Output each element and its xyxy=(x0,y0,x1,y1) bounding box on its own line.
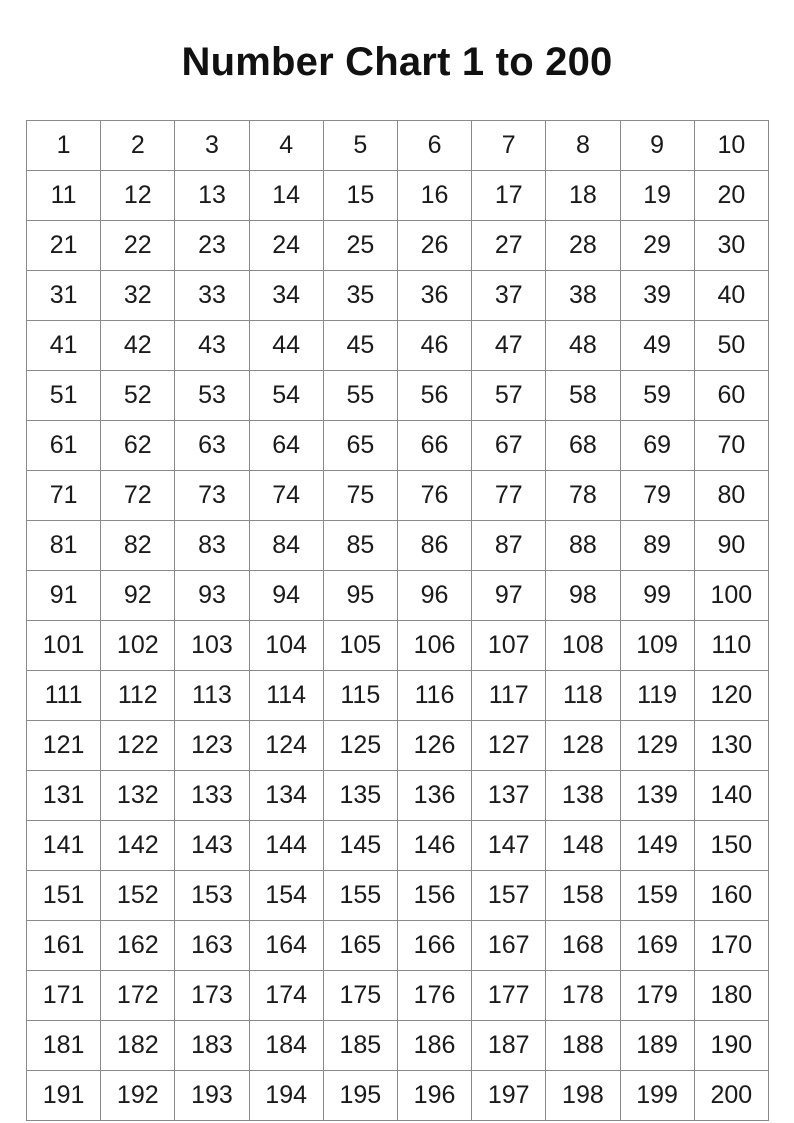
table-row xyxy=(27,221,769,271)
number-cell: 122 xyxy=(101,721,175,771)
table-row xyxy=(27,971,769,1021)
number-cell: 162 xyxy=(101,921,175,971)
number-cell: 173 xyxy=(175,971,249,1021)
number-cell: 133 xyxy=(175,771,249,821)
number-cell: 74 xyxy=(249,471,323,521)
number-cell: 161 xyxy=(27,921,101,971)
number-cell: 128 xyxy=(546,721,620,771)
number-cell: 50 xyxy=(694,321,768,371)
number-cell: 123 xyxy=(175,721,249,771)
number-cell: 185 xyxy=(323,1021,397,1071)
number-cell: 101 xyxy=(27,621,101,671)
number-cell: 69 xyxy=(620,421,694,471)
table-row xyxy=(27,1021,769,1071)
number-cell: 141 xyxy=(27,821,101,871)
number-cell: 113 xyxy=(175,671,249,721)
number-cell: 62 xyxy=(101,421,175,471)
number-cell: 146 xyxy=(397,821,471,871)
number-cell: 147 xyxy=(472,821,546,871)
number-cell: 35 xyxy=(323,271,397,321)
number-cell: 98 xyxy=(546,571,620,621)
table-row xyxy=(27,171,769,221)
number-cell: 174 xyxy=(249,971,323,1021)
number-cell: 124 xyxy=(249,721,323,771)
number-cell: 3 xyxy=(175,121,249,171)
number-cell: 172 xyxy=(101,971,175,1021)
number-cell: 55 xyxy=(323,371,397,421)
table-row xyxy=(27,1071,769,1121)
number-cell: 158 xyxy=(546,871,620,921)
number-cell: 15 xyxy=(323,171,397,221)
number-cell: 37 xyxy=(472,271,546,321)
number-cell: 4 xyxy=(249,121,323,171)
number-cell: 159 xyxy=(620,871,694,921)
number-cell: 38 xyxy=(546,271,620,321)
number-cell: 6 xyxy=(397,121,471,171)
number-cell: 93 xyxy=(175,571,249,621)
number-cell: 96 xyxy=(397,571,471,621)
number-cell: 112 xyxy=(101,671,175,721)
number-cell: 2 xyxy=(101,121,175,171)
number-cell: 41 xyxy=(27,321,101,371)
number-cell: 135 xyxy=(323,771,397,821)
number-cell: 136 xyxy=(397,771,471,821)
number-cell: 16 xyxy=(397,171,471,221)
number-cell: 68 xyxy=(546,421,620,471)
number-cell: 106 xyxy=(397,621,471,671)
number-cell: 148 xyxy=(546,821,620,871)
number-cell: 155 xyxy=(323,871,397,921)
number-cell: 110 xyxy=(694,621,768,671)
number-cell: 26 xyxy=(397,221,471,271)
number-cell: 181 xyxy=(27,1021,101,1071)
number-cell: 76 xyxy=(397,471,471,521)
number-cell: 117 xyxy=(472,671,546,721)
number-cell: 163 xyxy=(175,921,249,971)
number-cell: 169 xyxy=(620,921,694,971)
number-cell: 1 xyxy=(27,121,101,171)
number-cell: 149 xyxy=(620,821,694,871)
number-cell: 7 xyxy=(472,121,546,171)
number-cell: 72 xyxy=(101,471,175,521)
number-cell: 120 xyxy=(694,671,768,721)
number-cell: 51 xyxy=(27,371,101,421)
number-cell: 179 xyxy=(620,971,694,1021)
table-row xyxy=(27,121,769,171)
number-cell: 166 xyxy=(397,921,471,971)
number-cell: 192 xyxy=(101,1071,175,1121)
number-cell: 182 xyxy=(101,1021,175,1071)
number-cell: 11 xyxy=(27,171,101,221)
number-cell: 125 xyxy=(323,721,397,771)
number-cell: 40 xyxy=(694,271,768,321)
number-cell: 52 xyxy=(101,371,175,421)
number-cell: 167 xyxy=(472,921,546,971)
number-cell: 103 xyxy=(175,621,249,671)
number-cell: 118 xyxy=(546,671,620,721)
number-cell: 87 xyxy=(472,521,546,571)
number-cell: 23 xyxy=(175,221,249,271)
number-cell: 29 xyxy=(620,221,694,271)
number-cell: 175 xyxy=(323,971,397,1021)
number-cell: 21 xyxy=(27,221,101,271)
number-cell: 66 xyxy=(397,421,471,471)
number-cell: 200 xyxy=(694,1071,768,1121)
number-cell: 157 xyxy=(472,871,546,921)
number-cell: 64 xyxy=(249,421,323,471)
table-row xyxy=(27,271,769,321)
number-cell: 85 xyxy=(323,521,397,571)
number-cell: 59 xyxy=(620,371,694,421)
number-cell: 177 xyxy=(472,971,546,1021)
number-cell: 36 xyxy=(397,271,471,321)
number-cell: 18 xyxy=(546,171,620,221)
table-row xyxy=(27,571,769,621)
number-cell: 190 xyxy=(694,1021,768,1071)
table-row xyxy=(27,321,769,371)
number-cell: 139 xyxy=(620,771,694,821)
number-cell: 108 xyxy=(546,621,620,671)
number-cell: 58 xyxy=(546,371,620,421)
number-cell: 20 xyxy=(694,171,768,221)
number-cell: 65 xyxy=(323,421,397,471)
number-cell: 142 xyxy=(101,821,175,871)
number-cell: 8 xyxy=(546,121,620,171)
number-cell: 82 xyxy=(101,521,175,571)
table-row xyxy=(27,721,769,771)
number-cell: 165 xyxy=(323,921,397,971)
number-cell: 132 xyxy=(101,771,175,821)
number-cell: 88 xyxy=(546,521,620,571)
number-cell: 81 xyxy=(27,521,101,571)
number-cell: 43 xyxy=(175,321,249,371)
number-cell: 150 xyxy=(694,821,768,871)
number-cell: 61 xyxy=(27,421,101,471)
number-cell: 143 xyxy=(175,821,249,871)
number-cell: 12 xyxy=(101,171,175,221)
number-cell: 60 xyxy=(694,371,768,421)
number-cell: 164 xyxy=(249,921,323,971)
number-cell: 114 xyxy=(249,671,323,721)
number-cell: 48 xyxy=(546,321,620,371)
number-cell: 86 xyxy=(397,521,471,571)
number-cell: 198 xyxy=(546,1071,620,1121)
number-cell: 115 xyxy=(323,671,397,721)
number-cell: 145 xyxy=(323,821,397,871)
number-cell: 187 xyxy=(472,1021,546,1071)
number-chart-table xyxy=(26,120,769,1121)
number-cell: 19 xyxy=(620,171,694,221)
number-cell: 70 xyxy=(694,421,768,471)
number-cell: 121 xyxy=(27,721,101,771)
number-cell: 27 xyxy=(472,221,546,271)
number-cell: 5 xyxy=(323,121,397,171)
number-cell: 180 xyxy=(694,971,768,1021)
number-cell: 83 xyxy=(175,521,249,571)
number-cell: 56 xyxy=(397,371,471,421)
table-row xyxy=(27,921,769,971)
number-cell: 77 xyxy=(472,471,546,521)
number-cell: 94 xyxy=(249,571,323,621)
number-cell: 144 xyxy=(249,821,323,871)
number-cell: 75 xyxy=(323,471,397,521)
number-cell: 17 xyxy=(472,171,546,221)
number-cell: 186 xyxy=(397,1021,471,1071)
number-cell: 107 xyxy=(472,621,546,671)
number-cell: 168 xyxy=(546,921,620,971)
number-cell: 131 xyxy=(27,771,101,821)
number-cell: 30 xyxy=(694,221,768,271)
number-cell: 134 xyxy=(249,771,323,821)
number-cell: 53 xyxy=(175,371,249,421)
table-row xyxy=(27,371,769,421)
number-cell: 151 xyxy=(27,871,101,921)
number-cell: 25 xyxy=(323,221,397,271)
table-row xyxy=(27,521,769,571)
number-cell: 199 xyxy=(620,1071,694,1121)
number-cell: 42 xyxy=(101,321,175,371)
number-cell: 54 xyxy=(249,371,323,421)
number-cell: 49 xyxy=(620,321,694,371)
number-cell: 79 xyxy=(620,471,694,521)
number-cell: 105 xyxy=(323,621,397,671)
table-row xyxy=(27,671,769,721)
table-row xyxy=(27,771,769,821)
number-cell: 170 xyxy=(694,921,768,971)
table-row xyxy=(27,471,769,521)
number-cell: 116 xyxy=(397,671,471,721)
number-cell: 46 xyxy=(397,321,471,371)
number-cell: 138 xyxy=(546,771,620,821)
table-row xyxy=(27,871,769,921)
number-cell: 160 xyxy=(694,871,768,921)
number-cell: 193 xyxy=(175,1071,249,1121)
number-cell: 32 xyxy=(101,271,175,321)
number-cell: 191 xyxy=(27,1071,101,1121)
number-cell: 34 xyxy=(249,271,323,321)
number-cell: 14 xyxy=(249,171,323,221)
number-cell: 45 xyxy=(323,321,397,371)
number-cell: 137 xyxy=(472,771,546,821)
number-cell: 84 xyxy=(249,521,323,571)
number-cell: 78 xyxy=(546,471,620,521)
number-cell: 67 xyxy=(472,421,546,471)
number-cell: 154 xyxy=(249,871,323,921)
number-cell: 140 xyxy=(694,771,768,821)
number-cell: 10 xyxy=(694,121,768,171)
number-chart-body xyxy=(27,121,769,1121)
number-cell: 188 xyxy=(546,1021,620,1071)
number-cell: 80 xyxy=(694,471,768,521)
number-cell: 130 xyxy=(694,721,768,771)
number-cell: 57 xyxy=(472,371,546,421)
number-cell: 109 xyxy=(620,621,694,671)
table-row xyxy=(27,421,769,471)
number-cell: 97 xyxy=(472,571,546,621)
number-cell: 197 xyxy=(472,1071,546,1121)
number-cell: 178 xyxy=(546,971,620,1021)
number-cell: 127 xyxy=(472,721,546,771)
number-cell: 9 xyxy=(620,121,694,171)
number-cell: 126 xyxy=(397,721,471,771)
number-cell: 63 xyxy=(175,421,249,471)
number-cell: 102 xyxy=(101,621,175,671)
number-cell: 95 xyxy=(323,571,397,621)
number-cell: 99 xyxy=(620,571,694,621)
number-cell: 89 xyxy=(620,521,694,571)
table-row xyxy=(27,621,769,671)
number-cell: 196 xyxy=(397,1071,471,1121)
number-cell: 153 xyxy=(175,871,249,921)
number-cell: 176 xyxy=(397,971,471,1021)
number-cell: 152 xyxy=(101,871,175,921)
number-cell: 39 xyxy=(620,271,694,321)
number-cell: 91 xyxy=(27,571,101,621)
number-cell: 183 xyxy=(175,1021,249,1071)
number-cell: 24 xyxy=(249,221,323,271)
table-row xyxy=(27,821,769,871)
number-cell: 129 xyxy=(620,721,694,771)
number-cell: 31 xyxy=(27,271,101,321)
page-title: Number Chart 1 to 200 xyxy=(181,40,613,84)
number-cell: 13 xyxy=(175,171,249,221)
number-cell: 33 xyxy=(175,271,249,321)
number-cell: 104 xyxy=(249,621,323,671)
number-cell: 111 xyxy=(27,671,101,721)
number-cell: 90 xyxy=(694,521,768,571)
number-cell: 119 xyxy=(620,671,694,721)
number-cell: 194 xyxy=(249,1071,323,1121)
number-cell: 171 xyxy=(27,971,101,1021)
number-cell: 28 xyxy=(546,221,620,271)
number-cell: 92 xyxy=(101,571,175,621)
number-cell: 44 xyxy=(249,321,323,371)
number-cell: 184 xyxy=(249,1021,323,1071)
number-cell: 195 xyxy=(323,1071,397,1121)
number-cell: 189 xyxy=(620,1021,694,1071)
number-cell: 47 xyxy=(472,321,546,371)
number-cell: 73 xyxy=(175,471,249,521)
number-cell: 100 xyxy=(694,571,768,621)
number-cell: 71 xyxy=(27,471,101,521)
number-cell: 156 xyxy=(397,871,471,921)
number-cell: 22 xyxy=(101,221,175,271)
